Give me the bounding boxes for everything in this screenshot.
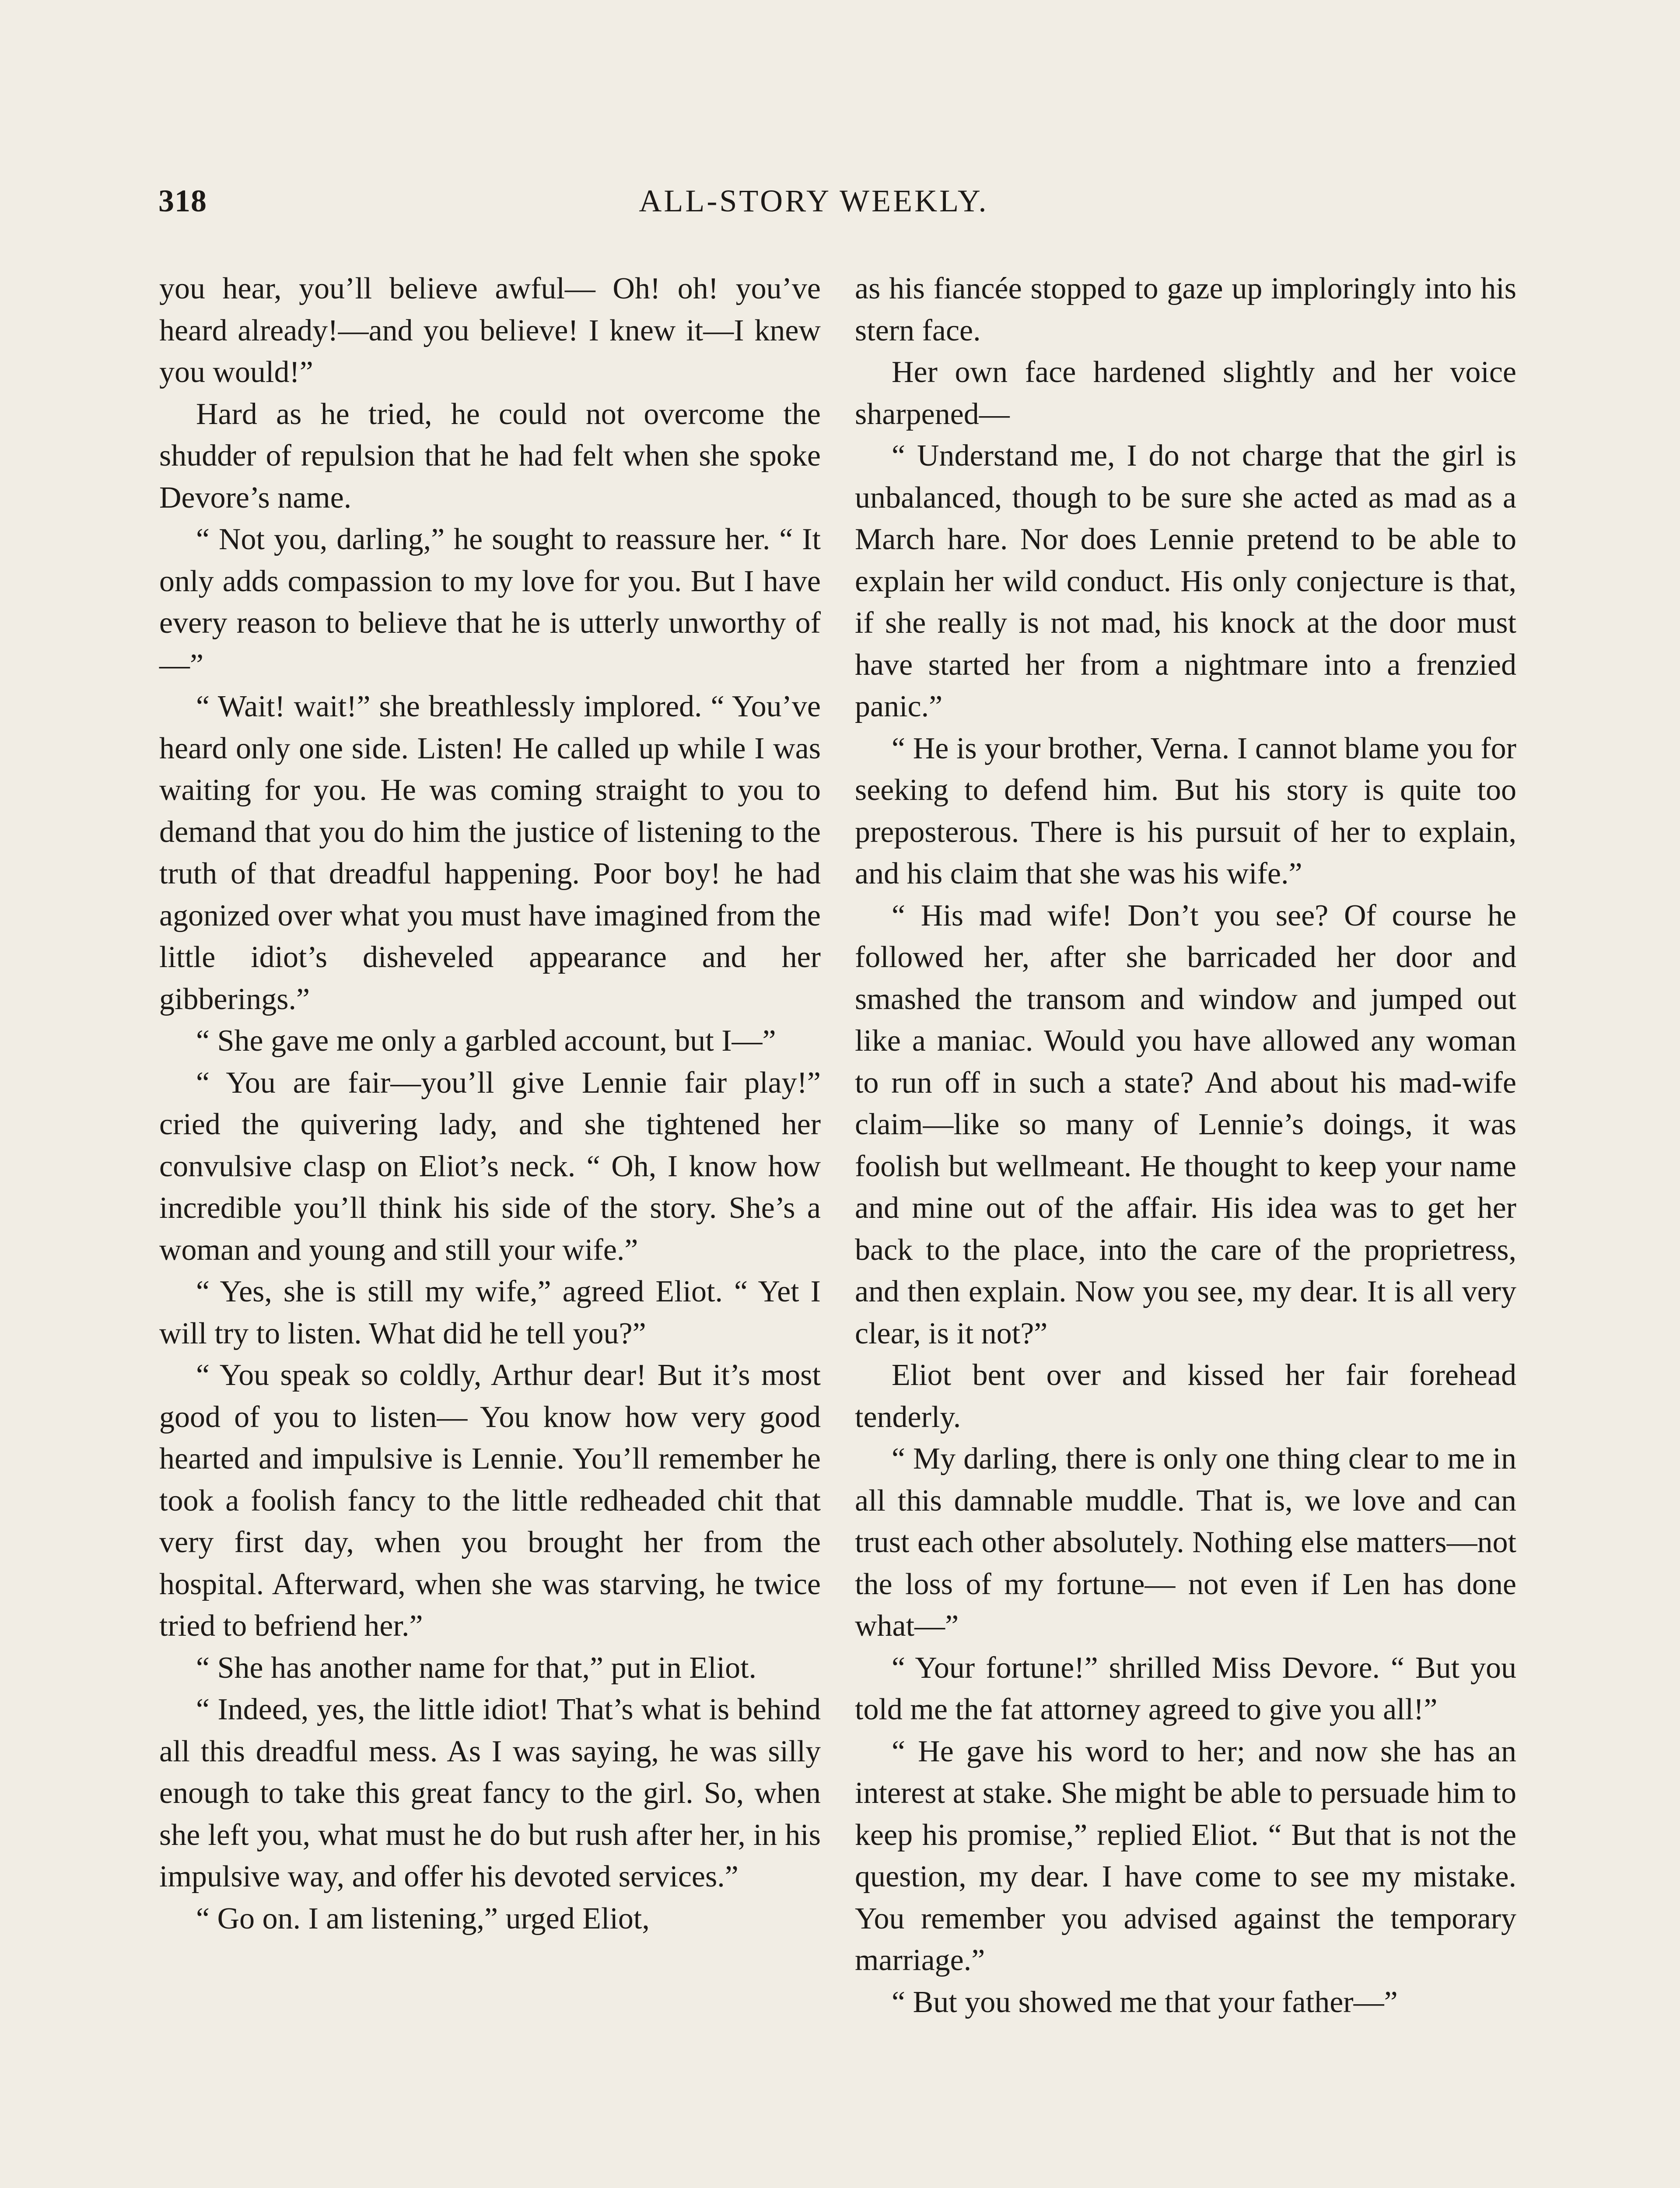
paragraph: “ Not you, darling,” he sought to reassure her. “ It only adds compassion to my love for you. But I have every reason to believe that he is utterly unworthy of—” [159,522,821,682]
paragraph: “ But you showed me that your father—” [892,1985,1398,2019]
paragraph: “ She has another name for that,” put in Eliot. [196,1651,757,1685]
paragraph: “ He is your brother, Verna. I cannot blame you for seeking to defend him. But his story is quite too preposterous. There is his pursuit of her to explain, and his claim that she was his wife.” [855,731,1516,891]
paragraph: you hear, you’ll believe awful— Oh! oh! you’ve heard already!—and you believe! I knew it—I knew you would!” [159,272,821,389]
paragraph: “ My darling, there is only one thing clear to me in all this damnable muddle. That is, we love and can trust each other absolutely. Nothing else matters—not the loss of my fortune— not even if Len has done what—” [855,1442,1516,1643]
paragraph: “ He gave his word to her; and now she has an interest at stake. She might be able to persuade him to keep his promise,” replied Eliot. “ But that is not the question, my dear. I have come to see my mistake. You remember you advised against the temporary marriage.” [855,1734,1516,1977]
paragraph: “ Understand me, I do not charge that the girl is unbalanced, though to be sure she acted as mad as a March hare. Nor does Lennie pretend to be able to explain her wild conduct. His only conjecture is that, if she really is not mad, his knock at the door must have started her from a nightmare into a frenzied panic.” [855,439,1516,723]
paragraph: “ His mad wife! Don’t you see? Of course he followed her, after she barricaded her door and smashed the transom and window and jumped out like a maniac. Would you have allowed any woman to run off in such a state? And about his mad-wife claim—like so many of Lennie’s doings, it was foolish but wellmeant. He thought to keep your name and mine out of the affair. His idea was to get her back to the place, into the care of the proprietress, and then explain. Now you see, my dear. It is all very clear, is it not?” [855,898,1516,1350]
paragraph: Hard as he tried, he could not overcome the shudder of repulsion that he had felt when she spoke Devore’s name. [159,397,821,515]
page-number: 318 [158,183,207,218]
left-text-column [159,268,821,1939]
paragraph: as his fiancée stopped to gaze up imploringly into his stern face. [855,272,1516,347]
running-title: ALL-STORY WEEKLY. [639,183,989,218]
paragraph: Eliot bent over and kissed her fair forehead tenderly. [855,1358,1516,1434]
paragraph: “ She gave me only a garbled account, but I—” [196,1024,776,1058]
paragraph: “ Your fortune!” shrilled Miss Devore. “ But you told me the fat attorney agreed to give you all!” [855,1651,1516,1726]
paragraph: “ Indeed, yes, the little idiot! That’s what is behind all this dreadful mess. As I was saying, he was silly enough to take this great fancy to the girl. So, when she left you, what must he do but rush after her, in his impulsive way, and offer his devoted services.” [159,1693,821,1893]
right-text-column [855,268,1516,2023]
paragraph: “ You are fair—you’ll give Lennie fair play!” cried the quivering lady, and she tightened her convulsive clasp on Eliot’s neck. “ Oh, I know how incredible you’ll think his side of the story. She’s a woman and young and still your wife.” [159,1066,821,1267]
paragraph: “ Yes, she is still my wife,” agreed Eliot. “ Yet I will try to listen. What did he tell you?” [159,1275,821,1350]
paragraph: “ Go on. I am listening,” urged Eliot, [196,1901,650,1936]
paragraph: “ You speak so coldly, Arthur dear! But it’s most good of you to listen— You know how very good hearted and impulsive is Lennie. You’ll remember he took a foolish fancy to the little redheaded chit that very first day, when you brought her from the hospital. Afterward, when she was starving, he twice tried to befriend her.” [159,1358,821,1643]
paragraph: Her own face hardened slightly and her voice sharpened— [855,355,1516,431]
paragraph: “ Wait! wait!” she breathlessly implored. “ You’ve heard only one side. Listen! He called up while I was waiting for you. He was coming straight to you to demand that you do him the justice of listening to the truth of that dreadful happening. Poor boy! he had agonized over what you must have imagined from the little idiot’s disheveled appearance and her gibberings.” [159,690,821,1016]
